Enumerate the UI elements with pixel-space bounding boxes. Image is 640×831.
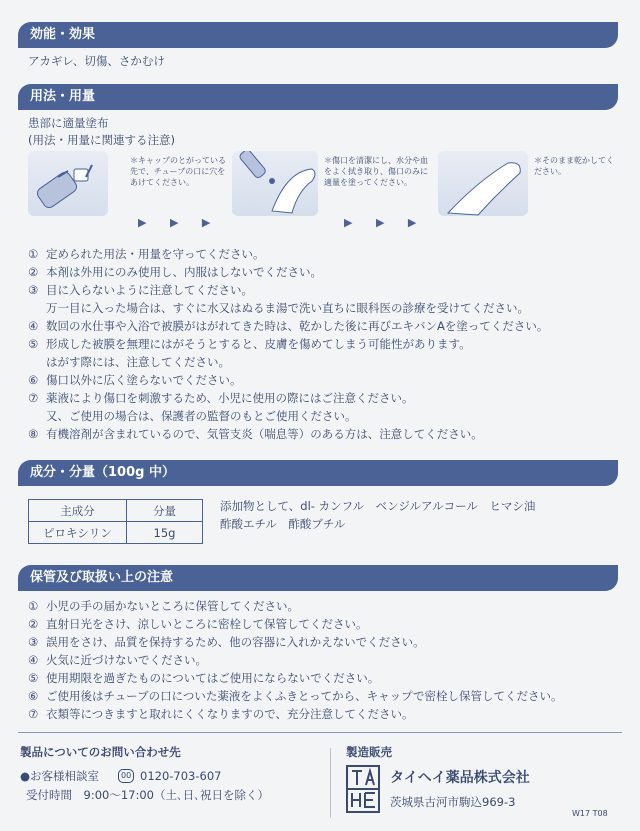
item-text: はがす際には、注意してください。 <box>46 355 230 369</box>
item-number: ⑤ <box>28 671 39 685</box>
usage-caution-heading: (用法・用量に関連する注意) <box>28 133 175 147</box>
table-header-cell: 主成分 <box>29 500 127 522</box>
item-number: ④ <box>28 319 39 333</box>
usage-item <box>28 282 253 299</box>
item-number: ⑥ <box>28 373 39 387</box>
customer-desk: ●お客様相談室 <box>20 769 100 783</box>
item-text: 万一目に入った場合は、すぐに水又はぬるま湯で洗い直ちに眼科医の診療を受けてください。 <box>46 301 529 315</box>
usage-item <box>28 390 414 407</box>
finger-dry-icon <box>438 151 528 216</box>
usage-item <box>28 318 548 335</box>
usage-item <box>28 264 322 281</box>
step-arrows-2: ▶ ▶ ▶ <box>344 216 427 229</box>
company-logo <box>346 765 380 813</box>
storage-item <box>28 616 368 633</box>
item-number: ① <box>28 247 39 261</box>
footer-divider <box>18 732 622 733</box>
document-code: W17 T08 <box>572 809 608 818</box>
usage-item <box>28 300 529 317</box>
item-text: ご使用後はチューブの口についた薬液をよくふきとってから、キャップで密栓し保管してください。 <box>46 689 563 703</box>
step3-note: ＊そのまま乾かしてください。 <box>534 156 614 176</box>
tube-cap-icon <box>28 151 108 216</box>
item-number: ④ <box>28 653 39 667</box>
item-text: 直射日光をさけ、涼しいところに密栓して保管してください。 <box>46 617 368 631</box>
usage-item <box>28 354 230 371</box>
item-number: ② <box>28 265 39 279</box>
table-row <box>29 500 203 522</box>
additives-line: 添加物として、dl- カンフル ベンジルアルコール ヒマシ油 <box>220 499 536 513</box>
step1-illustration <box>28 151 108 216</box>
table-cell: 15g <box>127 522 203 544</box>
business-hours: 受付時間 9:00～17:00（土､日､祝日を除く） <box>26 788 269 802</box>
storage-item <box>28 634 425 651</box>
item-text: 誤用をさけ、品質を保持するため、他の容器に入れかえないでください。 <box>46 635 425 649</box>
item-text: 薬液により傷口を刺激するため、小児に使用の際にはご注意ください。 <box>46 391 414 405</box>
storage-item <box>28 688 562 705</box>
footer-vertical-divider <box>330 748 331 818</box>
additives-line: 酢酸エチル 酢酸ブチル <box>220 517 346 531</box>
step-arrows-1: ▶ ▶ ▶ <box>138 216 221 229</box>
step2-note: ＊傷口を清潔にし、水分や血をよく拭き取り、傷口のみに適量を塗ってください。 <box>324 156 428 187</box>
storage-item <box>28 652 207 669</box>
item-number: ⑥ <box>28 689 39 703</box>
usage-item <box>28 246 265 263</box>
item-text: 火気に近づけないでください。 <box>46 653 207 667</box>
usage-item <box>28 372 242 389</box>
item-number: ③ <box>28 283 39 297</box>
table-row <box>29 522 203 544</box>
storage-item <box>28 670 379 687</box>
efficacy-text: アカギレ、切傷、さかむけ <box>28 54 165 68</box>
item-text: 定められた用法・用量を守ってください。 <box>46 247 265 261</box>
usage-item <box>28 426 483 443</box>
company-name: タイヘイ薬品株式会社 <box>390 770 530 786</box>
freedial-icon: 00 <box>118 769 134 783</box>
item-number: ⑤ <box>28 337 39 351</box>
usage-item <box>28 408 357 425</box>
storage-item <box>28 706 414 723</box>
step3-illustration <box>438 151 528 216</box>
item-text: 有機溶剤が含まれているので、気管支炎（喘息等）のある方は、注意してください。 <box>46 427 483 441</box>
item-text: 傷口以外に広く塗らないでください。 <box>46 373 242 387</box>
usage-dosage-text: 患部に適量塗布 <box>28 116 109 130</box>
inquiry-title: 製品についてのお問い合わせ先 <box>20 745 181 759</box>
ingredients-table <box>28 499 203 544</box>
item-number: ② <box>28 617 39 631</box>
step2-illustration <box>232 151 318 216</box>
item-text: 衣類等につきますと取れにくくなりますので、充分注意してください。 <box>46 707 414 721</box>
usage-item <box>28 336 471 353</box>
item-text: 目に入らないように注意してください。 <box>46 283 253 297</box>
section-header-storage: 保管及び取扱い上の注意 <box>18 565 618 591</box>
item-text: 小児の手の届かないところに保管してください。 <box>46 599 299 613</box>
step1-note: ＊キャップのとがっている先で、チューブの口に穴をあけてください。 <box>130 156 226 187</box>
storage-item <box>28 598 299 615</box>
maker-title: 製造販売 <box>346 745 392 759</box>
item-text: 使用期限を過ぎたものについてはご使用にならないでください。 <box>46 671 380 685</box>
company-address: 茨城県古河市駒込969-3 <box>390 795 516 809</box>
section-header-usage: 用法・用量 <box>18 84 618 110</box>
table-cell: ピロキシリン <box>29 522 127 544</box>
item-number: ⑧ <box>28 427 39 441</box>
item-text: 本剤は外用にのみ使用し、内服はしないでください。 <box>46 265 322 279</box>
finger-apply-icon <box>232 151 318 216</box>
item-number: ⑦ <box>28 707 39 721</box>
item-text: 又、ご使用の場合は、保護者の監督のもとご使用ください。 <box>46 409 357 423</box>
item-number: ③ <box>28 635 39 649</box>
section-header-ingredients: 成分・分量（100g 中） <box>18 460 618 486</box>
section-header-efficacy: 効能・効果 <box>18 22 618 48</box>
item-number: ⑦ <box>28 391 39 405</box>
item-number: ① <box>28 599 39 613</box>
item-text: 数回の水仕事や入浴で被膜がはがれてきた時は、乾かした後に再びエキバンAを塗ってください。 <box>46 319 549 333</box>
phone-number: 0120-703-607 <box>140 769 222 783</box>
table-header-cell: 分量 <box>127 500 203 522</box>
item-text: 形成した被膜を無理にはがそうとすると、皮膚を傷めてしまう可能性があります。 <box>46 337 471 351</box>
